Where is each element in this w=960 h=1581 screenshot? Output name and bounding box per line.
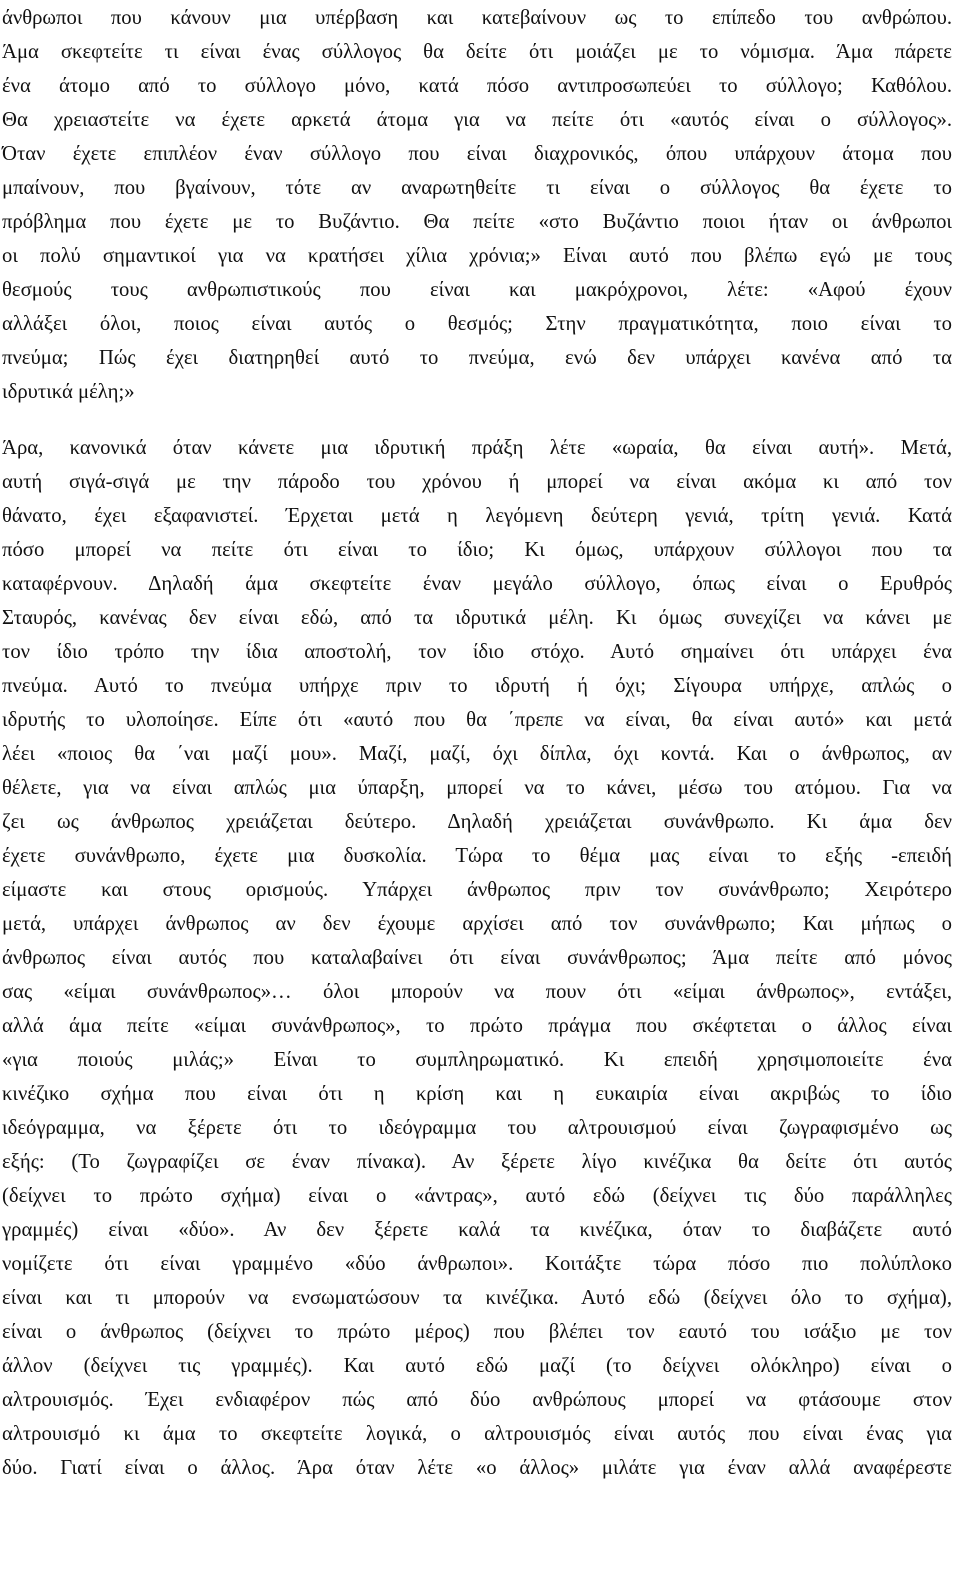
- text-line: μπαίνουν, που βγαίνουν, τότε αν αναρωτηθείτε τι είναι ο σύλλογος θα έχετε το: [2, 177, 952, 199]
- text-line: σας «είμαι συνάνθρωπος»… όλοι μπορούν να πουν ότι «είμαι άνθρωπος», εντάξει,: [2, 981, 952, 1003]
- text-line: καταφέρνουν. Δηλαδή άμα σκεφτείτε έναν μεγάλο σύλλογο, όπως είναι ο Ερυθρός: [2, 573, 952, 595]
- text-line: θεσμούς τους ανθρωπιστικούς που είναι και μακρόχρονοι, λέτε: «Αφού έχουν: [2, 279, 952, 301]
- text-line: Σταυρός, κανένας δεν είναι εδώ, από τα ιδρυτικά μέλη. Κι όμως συνεχίζει να κάνει με: [2, 607, 952, 629]
- text-line: μετά, υπάρχει άνθρωπος αν δεν έχουμε αρχίσει από τον συνάνθρωπο; Και μήπως ο: [2, 913, 952, 935]
- text-line: άνθρωποι που κάνουν μια υπέρβαση και κατεβαίνουν ως το επίπεδο του ανθρώπου.: [2, 7, 952, 29]
- text-line: αλτρουισμός. Έχει ενδιαφέρον πώς από δύο ανθρώπους μπορεί να φτάσουμε στον: [2, 1389, 952, 1411]
- text-line: λέει «ποιος θα ΄ναι μαζί μου». Μαζί, μαζί, όχι δίπλα, όχι κοντά. Και ο άνθρωπος, αν: [2, 743, 952, 765]
- text-line: πνεύμα; Πώς έχει διατηρηθεί αυτό το πνεύμα, ενώ δεν υπάρχει κανένα από τα: [2, 347, 952, 369]
- text-line: αυτή σιγά-σιγά με την πάροδο του χρόνου ή μπορεί να είναι ακόμα κι από τον: [2, 471, 952, 493]
- text-line: κινέζικο σχήμα που είναι ότι η κρίση και η ευκαιρία είναι ακριβώς το ίδιο: [2, 1083, 952, 1105]
- text-line: είναι και τι μπορούν να ενσωματώσουν τα κινέζικα. Αυτό εδώ (δείχνει όλο το σχήμα),: [2, 1287, 952, 1309]
- text-line: ιδρυτικά μέλη;»: [2, 381, 135, 403]
- text-line: (δείχνει το πρώτο σχήμα) είναι ο «άντρας», αυτό εδώ (δείχνει τις δύο παράλληλες: [2, 1185, 952, 1207]
- text-line: είμαστε και στους ορισμούς. Υπάρχει άνθρωπος πριν τον συνάνθρωπο; Χειρότερο: [2, 879, 952, 901]
- text-line: δύο. Γιατί είναι ο άλλος. Άρα όταν λέτε «ο άλλος» μιλάτε για έναν αλλά αναφέρεστε: [2, 1457, 952, 1479]
- text-line: αλλάξει όλοι, ποιος είναι αυτός ο θεσμός; Στην πραγματικότητα, ποιο είναι το: [2, 313, 952, 335]
- text-line: γραμμές) είναι «δύο». Αν δεν ξέρετε καλά τα κινέζικα, όταν το διαβάζετε αυτό: [2, 1219, 952, 1241]
- text-line: είναι ο άνθρωπος (δείχνει το πρώτο μέρος) που βλέπει τον εαυτό του ισάξιο με τον: [2, 1321, 952, 1343]
- text-line: πρόβλημα που έχετε με το Βυζάντιο. Θα πείτε «στο Βυζάντιο ποιοι ήταν οι άνθρωποι: [2, 211, 952, 233]
- text-line: [2, 1547, 952, 1581]
- text-line: Άρα, κανονικά όταν κάνετε μια ιδρυτική πράξη λέτε «ωραία, θα είναι αυτή». Μετά,: [2, 437, 952, 459]
- text-line: πόσο μπορεί να πείτε ότι είναι το ίδιο; Κι όμως, υπάρχουν σύλλογοι που τα: [2, 539, 952, 561]
- text-line: ένα άτομο από το σύλλογο μόνο, κατά πόσο αντιπροσωπεύει το σύλλογο; Καθόλου.: [2, 75, 952, 97]
- text-line: έχετε συνάνθρωπο, έχετε μια δυσκολία. Τώρα το θέμα μας είναι το εξής -επειδή: [2, 845, 952, 867]
- text-line: Όταν έχετε επιπλέον έναν σύλλογο που είναι διαχρονικός, όπου υπάρχουν άτομα που: [2, 143, 952, 165]
- text-line: αλλά άμα πείτε «είμαι συνάνθρωπος», το πρώτο πράγμα που σκέφτεται ο άλλος είναι: [2, 1015, 952, 1037]
- text-line: πνεύμα. Αυτό το πνεύμα υπήρχε πριν το ιδρυτή ή όχι; Σίγουρα υπήρχε, απλώς ο: [2, 675, 952, 697]
- text-line: Άμα σκεφτείτε τι είναι ένας σύλλογος θα δείτε ότι μοιάζει με το νόμισμα. Άμα πάρετε: [2, 41, 952, 63]
- text-line: θέλετε, για να είναι απλώς μια ύπαρξη, μπορεί να το κάνει, μέσω του ατόμου. Για να: [2, 777, 952, 799]
- text-line: εξής: (Το ζωγραφίζει σε έναν πίνακα). Αν ξέρετε λίγο κινέζικα θα δείτε ότι αυτός: [2, 1151, 952, 1173]
- text-line: οι πολύ σημαντικοί για να κρατήσει χίλια χρόνια;» Είναι αυτό που βλέπω εγώ με τους: [2, 245, 952, 267]
- text-line: [2, 1485, 952, 1519]
- text-line: νομίζετε ότι είναι γραμμένο «δύο άνθρωποι». Κοιτάξτε τώρα πόσο πιο πολύπλοκο: [2, 1253, 952, 1275]
- text-line: ιδεόγραμμα, να ξέρετε ότι το ιδεόγραμμα του αλτρουισμού είναι ζωγραφισμένο ως: [2, 1117, 952, 1139]
- text-line: άνθρωπος είναι αυτός που καταλαβαίνει ότι είναι συνάνθρωπος; Άμα πείτε από μόνος: [2, 947, 952, 969]
- text-line: ζει ως άνθρωπος χρειάζεται δεύτερο. Δηλαδή χρειάζεται συνάνθρωπο. Κι άμα δεν: [2, 811, 952, 833]
- text-line: «για ποιούς μιλάς;» Είναι το συμπληρωματικό. Κι επειδή χρησιμοποιείτε ένα: [2, 1049, 952, 1071]
- text-line: θάνατο, έχει εξαφανιστεί. Έρχεται μετά η λεγόμενη δεύτερη γενιά, τρίτη γενιά. Κατά: [2, 505, 952, 527]
- text-line: αλτρουισμό κι άμα το σκεφτείτε λογικά, ο αλτρουισμός είναι αυτός που είναι ένας για: [2, 1423, 952, 1445]
- text-line: τον ίδιο τρόπο την ίδια αποστολή, τον ίδιο στόχο. Αυτό σημαίνει ότι υπάρχει ένα: [2, 641, 952, 663]
- text-line: ιδρυτής το υλοποίησε. Είπε ότι «αυτό που θα ΄πρεπε να είναι, θα είναι αυτό» και μετά: [2, 709, 952, 731]
- text-line: άλλον (δείχνει τις γραμμές). Και αυτό εδώ μαζί (το δείχνει ολόκληρο) είναι ο: [2, 1355, 952, 1377]
- text-line: Θα χρειαστείτε να έχετε αρκετά άτομα για να πείτε ότι «αυτός είναι ο σύλλογος».: [2, 109, 952, 131]
